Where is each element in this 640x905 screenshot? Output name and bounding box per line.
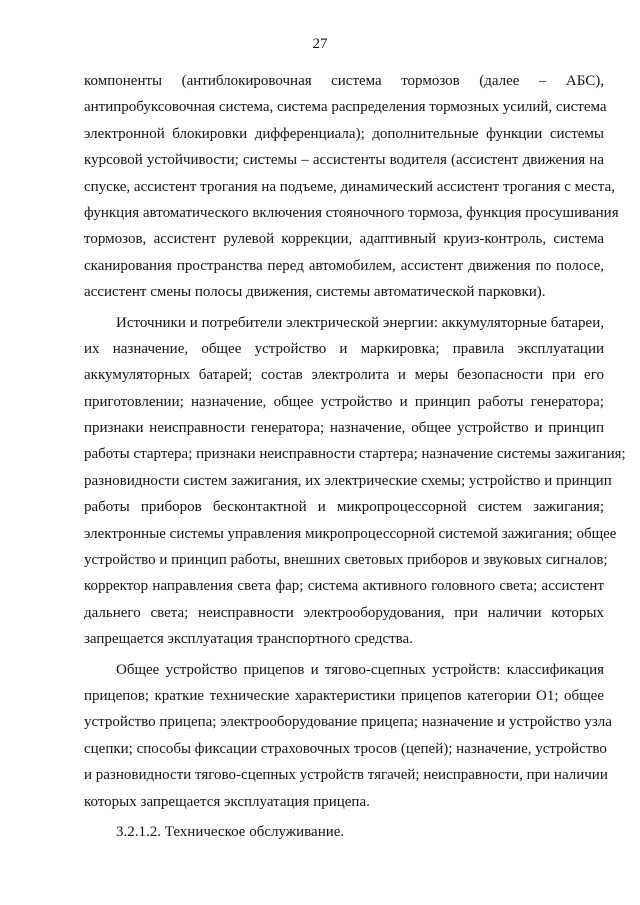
text-line: запрещается эксплуатация транспортного средства. bbox=[84, 631, 413, 648]
text-line: электронной блокировки дифференциала); дополнительные функции системы bbox=[84, 125, 604, 142]
text-line: прицепов; краткие технические характеристики прицепов категории О1; общее bbox=[84, 687, 604, 704]
document-body bbox=[84, 68, 626, 845]
text-line: сцепки; способы фиксации страховочных тросов (цепей); назначение, устройство bbox=[84, 740, 607, 757]
text-line: устройство прицепа; электрооборудование прицепа; назначение и устройство узла bbox=[84, 714, 612, 731]
text-line: антипробуксовочная система, система распределения тормозных усилий, система bbox=[84, 99, 607, 116]
text-line: тормозов, ассистент рулевой коррекции, адаптивный круиз-контроль, система bbox=[84, 231, 604, 248]
text-line: устройство и принцип работы, внешних световых приборов и звуковых сигналов; bbox=[84, 552, 608, 569]
text-line: которых запрещается эксплуатация прицепа. bbox=[84, 793, 370, 810]
text-line: признаки неисправности генератора; назначение, общее устройство и принцип bbox=[84, 420, 604, 437]
text-line: электронные системы управления микропроцессорной системой зажигания; общее bbox=[84, 525, 617, 542]
text-line: спуске, ассистент трогания на подъеме, динамический ассистент трогания с места, bbox=[84, 178, 615, 195]
paragraph-3 bbox=[84, 657, 612, 815]
text-line: разновидности систем зажигания, их электрические схемы; устройство и принцип bbox=[84, 472, 612, 489]
text-line: компоненты (антиблокировочная система тормозов (далее – АБС), bbox=[84, 73, 604, 89]
text-line: Источники и потребители электрической энергии: аккумуляторные батареи, bbox=[116, 314, 604, 331]
text-line: их назначение, общее устройство и маркировка; правила эксплуатации bbox=[84, 340, 604, 357]
text-line: функция автоматического включения стояночного тормоза, функция просушивания bbox=[84, 204, 619, 221]
text-line: дальнего света; неисправности электрооборудования, при наличии которых bbox=[84, 604, 604, 621]
text-line: аккумуляторных батарей; состав электролита и меры безопасности при его bbox=[84, 367, 604, 384]
text-line: работы приборов бесконтактной и микропроцессорной систем зажигания; bbox=[84, 499, 604, 516]
page-number: 27 bbox=[312, 36, 328, 52]
text-line: Общее устройство прицепов и тягово-сцепных устройств: классификация bbox=[116, 661, 604, 678]
text-line: сканирования пространства перед автомобилем, ассистент движения по полосе, bbox=[84, 257, 604, 274]
text-line: курсовой устойчивости; системы – ассистенты водителя (ассистент движения на bbox=[84, 152, 604, 169]
section-heading: 3.2.1.2. Техническое обслуживание. bbox=[116, 823, 345, 840]
text-line: ассистент смены полосы движения, системы автоматической парковки). bbox=[84, 284, 546, 301]
paragraph-2 bbox=[84, 310, 626, 653]
text-line: работы стартера; признаки неисправности стартера; назначение системы зажигания; bbox=[84, 446, 626, 463]
text-line: и разновидности тягово-сцепных устройств тягачей; неисправности, при наличии bbox=[84, 767, 608, 784]
paragraph-1 bbox=[84, 68, 619, 306]
text-line: приготовлении; назначение, общее устройство и принцип работы генератора; bbox=[84, 393, 604, 410]
text-line: корректор направления света фар; система активного головного света; ассистент bbox=[84, 578, 604, 595]
